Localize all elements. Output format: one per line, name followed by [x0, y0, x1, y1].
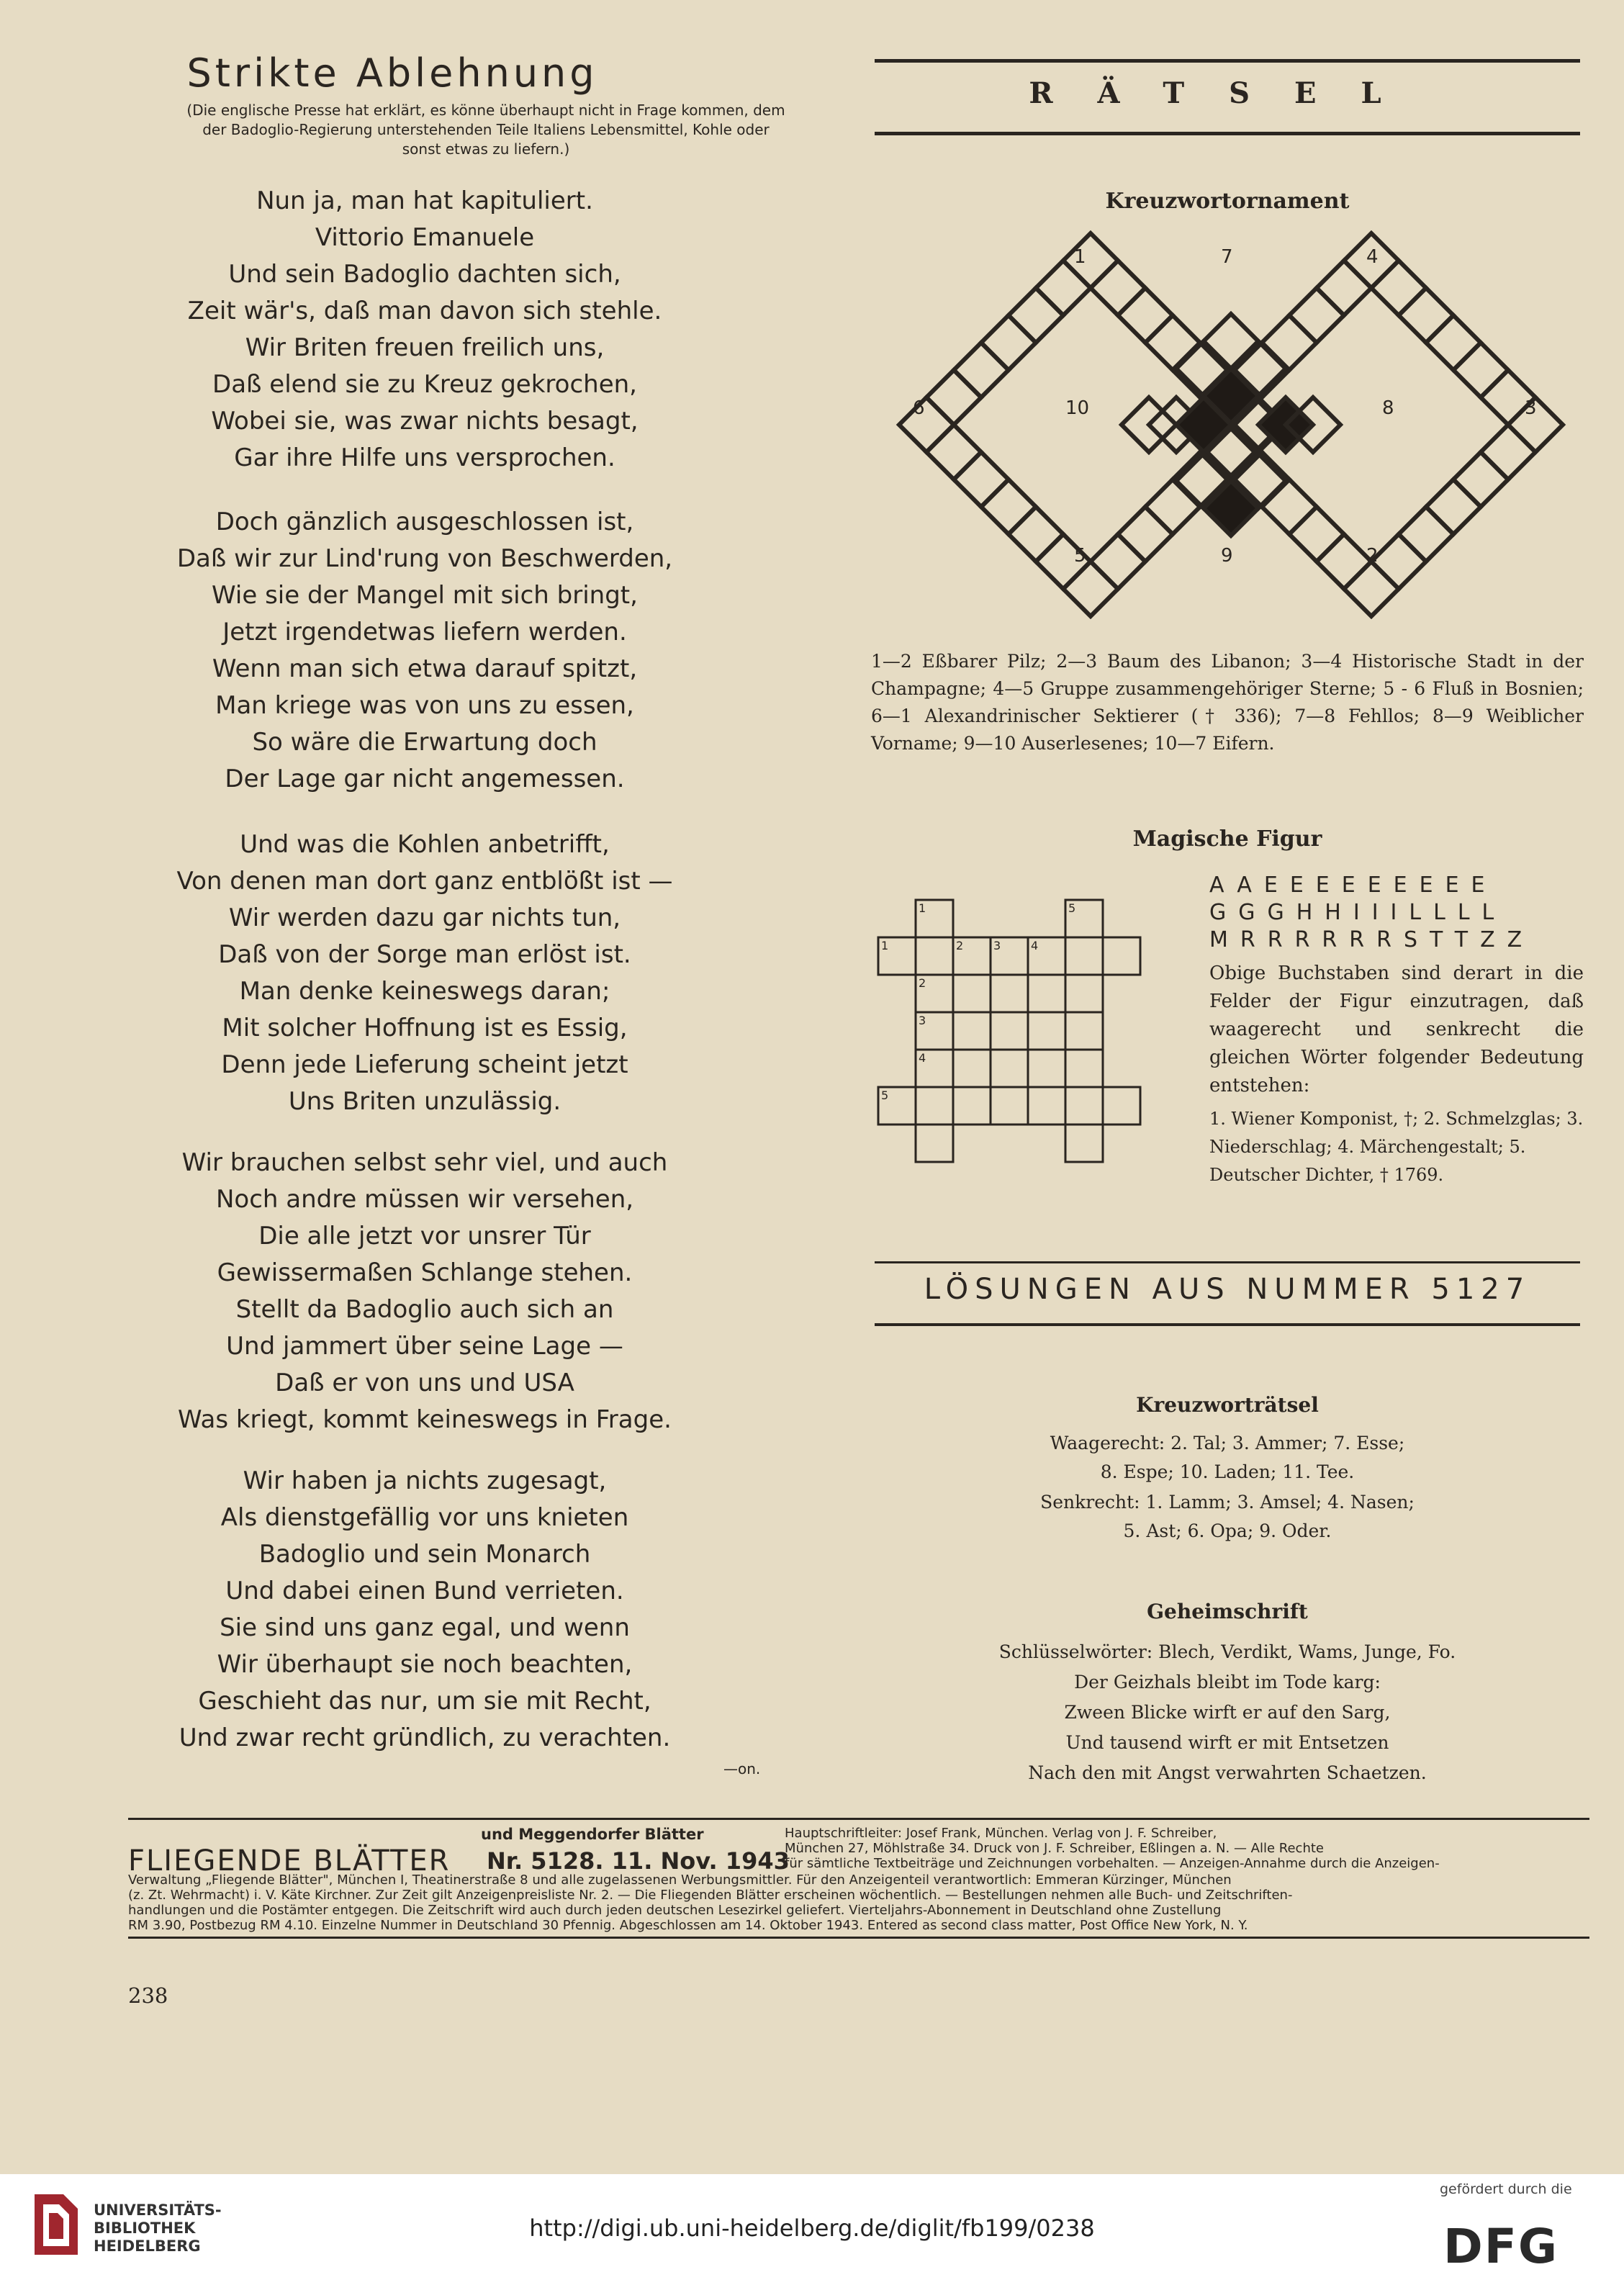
grid-cell — [1289, 507, 1344, 562]
grid-cell — [1009, 507, 1063, 562]
solution-line: Senkrecht: 1. Lamm; 3. Amsel; 4. Nasen; — [1040, 1492, 1415, 1513]
grid-cell — [953, 975, 991, 1012]
magic-figure-description: Obige Buchstaben sind derart in die Felder der Figur einzutragen, daß waagerecht und senkrecht die gleichen Wörter folgender Bedeutung entstehen: — [1209, 963, 1584, 1096]
solution-line: Waagerecht: 2. Tal; 3. Ammer; 7. Esse; — [1050, 1433, 1405, 1454]
grid-cell — [1317, 261, 1371, 315]
grid-cell — [1453, 343, 1508, 397]
footer-rule-top — [128, 1818, 1589, 1820]
poem-line: Vittorio Emanuele — [315, 223, 535, 252]
magic-letter-row: GGGHHIIILLLL — [1209, 900, 1507, 925]
poem-subtitle — [122, 101, 849, 159]
poem-line: Daß elend sie zu Kreuz gekrochen, — [212, 370, 637, 399]
poem-title: Strikte Ablehnung — [186, 50, 598, 96]
imprint-line: handlungen und die Postämter entgegen. Die Zeitschrift wird auch durch jeden deutschen Lesezirkel geliefert. Vierteljahrs-Abonnement in Deutschland ohne Zustellung — [128, 1903, 1222, 1918]
poem-line: Sie sind uns ganz egal, und wenn — [220, 1613, 630, 1642]
library-name-line: HEIDELBERG — [94, 2237, 201, 2255]
poem-line: Als dienstgefällig vor uns knieten — [220, 1503, 629, 1532]
grid-number: 6 — [913, 397, 925, 419]
grid-cell — [1317, 534, 1371, 589]
grid-number: 4 — [1031, 939, 1039, 952]
grid-cell — [926, 425, 981, 479]
magic-letter-row: MRRRRRRSTTZZ — [1209, 927, 1535, 952]
poem-line: Gar ihre Hilfe uns versprochen. — [234, 443, 615, 472]
grid-cell — [899, 397, 954, 452]
grid-cell — [991, 1087, 1028, 1125]
grid-cell — [1118, 288, 1173, 343]
grid-cell — [1065, 1050, 1103, 1087]
solution-line: Zween Blicke wirft er auf den Sarg, — [1064, 1702, 1391, 1723]
poem-line: Wir werden dazu gar nichts tun, — [228, 903, 621, 932]
grid-number: 1 — [881, 939, 889, 952]
poem-line: Man kriege was von uns zu essen, — [215, 691, 634, 720]
poem-line: Denn jede Lieferung scheint jetzt — [221, 1050, 628, 1079]
grid-cell — [991, 975, 1028, 1012]
poem-line: Und sein Badoglio dachten sich, — [228, 260, 621, 289]
poem-line: Wir Briten freuen freilich uns, — [245, 333, 605, 362]
poem-line: Geschieht das nur, um sie mit Recht, — [198, 1687, 651, 1716]
imprint-line: Verwaltung „Fliegende Blätter", München I, Theatinerstraße 8 und alle zugelassenen Werbungsmittler. Für den Anzeigenteil verantwortlich: Emmeran Kürzinger, München — [128, 1872, 1232, 1888]
grid-cell — [1371, 534, 1426, 589]
grid-cell — [1399, 507, 1453, 562]
poem-line: Von denen man dort ganz entblößt ist — — [176, 867, 673, 896]
imprint-full — [128, 1872, 1292, 1933]
grid-number: 2 — [956, 939, 964, 952]
grid-cell — [1118, 507, 1173, 562]
solution-crossword-title: Kreuzworträtsel — [1136, 1393, 1319, 1417]
library-name-line: UNIVERSITÄTS- — [94, 2201, 222, 2219]
solution-line: Der Geizhals bleibt im Tode karg: — [1074, 1672, 1381, 1693]
grid-cell — [1063, 562, 1118, 616]
grid-cell — [1344, 562, 1399, 616]
grid-cell — [1065, 1125, 1103, 1162]
solution-line: 8. Espe; 10. Laden; 11. Tee. — [1100, 1461, 1355, 1482]
source-url-link[interactable]: http://digi.ub.uni-heidelberg.de/diglit/fb199/0238 — [529, 2214, 1095, 2242]
poem-line: Der Lage gar nicht angemessen. — [225, 765, 625, 793]
grid-number: 9 — [1221, 545, 1233, 567]
grid-cell — [1065, 975, 1103, 1012]
grid-number: 5 — [1068, 901, 1076, 915]
footer-rule-bottom — [128, 1937, 1589, 1939]
solution-line: Schlüsselwörter: Blech, Verdikt, Wams, Junge, Fo. — [998, 1641, 1456, 1662]
magic-figure-title: Magische Figur — [1132, 826, 1322, 852]
grid-cell — [1371, 261, 1426, 315]
grid-cell — [916, 1087, 953, 1125]
header-rule-bottom — [875, 132, 1580, 135]
grid-cell — [953, 1087, 991, 1125]
poem-line: Jetzt irgendetwas liefern werden. — [222, 618, 627, 646]
header-rule-top — [875, 59, 1580, 63]
grid-cell — [916, 1125, 953, 1162]
grid-cell — [1065, 1012, 1103, 1050]
grid-cell — [1103, 937, 1140, 975]
imprint-line: RM 3.90, Postbezug RM 4.10. Einzelne Nummer in Deutschland 30 Pfennig. Abgeschlossen am 14. Oktober 1943. Entered as second class matter, Post Office New York, N. Y. — [128, 1918, 1248, 1933]
magic-figure-grid — [871, 893, 1159, 1173]
poem-stanza — [144, 183, 705, 477]
poem-line: Daß wir zur Lind'rung von Beschwerden, — [176, 544, 673, 573]
grid-number: 10 — [1065, 397, 1090, 419]
poem-signature: —on. — [723, 1760, 761, 1777]
magazine-subtitle: und Meggendorfer Blätter — [481, 1826, 704, 1843]
magic-letter-row: AAEEEEEEEEE — [1209, 873, 1497, 898]
poem-line: Und jammert über seine Lage — — [226, 1332, 623, 1361]
grid-cell — [991, 1050, 1028, 1087]
poem-line: Was kriegt, kommt keineswegs in Frage. — [178, 1405, 672, 1434]
poem-line: Man denke keineswegs daran; — [239, 977, 610, 1006]
grid-number: 1 — [919, 901, 926, 915]
page-number: 238 — [128, 1983, 168, 2008]
grid-cell — [954, 343, 1009, 397]
grid-number: 2 — [919, 976, 926, 990]
poem-line: Uns Briten unzulässig. — [288, 1087, 561, 1116]
poem-line: Gewissermaßen Schlange stehen. — [217, 1258, 633, 1287]
grid-cell — [1091, 261, 1145, 315]
solutions-rule-bottom — [875, 1323, 1580, 1326]
grid-cell — [1063, 233, 1118, 288]
grid-cell — [1453, 452, 1508, 507]
grid-cell — [1145, 479, 1200, 534]
grid-cell — [1028, 1087, 1065, 1125]
grid-cell — [1028, 975, 1065, 1012]
grid-cell — [1028, 1050, 1065, 1087]
issue-number: Nr. 5128. 11. Nov. 1943 — [487, 1847, 790, 1875]
poem-line: Wir überhaupt sie noch beachten, — [217, 1650, 633, 1679]
grid-cell — [926, 370, 981, 425]
grid-number: 7 — [1221, 246, 1233, 268]
crossword-ornament-title: Kreuzwortornament — [1105, 189, 1350, 214]
poem-line: Mit solcher Hoffnung ist es Essig, — [222, 1014, 628, 1042]
poem-line: Zeit wär's, daß man davon sich stehle. — [187, 297, 662, 325]
filled-cell — [1204, 481, 1258, 536]
magic-figure-clues: 1. Wiener Komponist, †; 2. Schmelzglas; 3. Niederschlag; 4. Märchengestalt; 5. Deutscher Dichter, † 1769. — [1209, 1109, 1584, 1185]
grid-cell — [916, 937, 953, 975]
funding-label: gefördert durch die — [1440, 2181, 1572, 2197]
grid-number: 2 — [1366, 545, 1379, 567]
grid-cell — [1036, 261, 1091, 315]
imprint-line: (z. Zt. Wehrmacht) i. V. Käte Kirchner. Zur Zeit gilt Anzeigenpreisliste Nr. 2. — Die Fliegenden Blätter erscheinen wöchentlich. — Bestellungen nehmen alle Buch- und Zeitschriften- — [128, 1888, 1293, 1903]
imprint-line: Hauptschriftleiter: Josef Frank, München. Verlag von J. F. Schreiber, — [785, 1826, 1217, 1841]
solutions-rule-top — [875, 1261, 1580, 1263]
poem-line: Und was die Kohlen anbetrifft, — [240, 830, 610, 859]
grid-number: 5 — [881, 1089, 889, 1102]
poem-line: Die alle jetzt vor unsrer Tür — [258, 1222, 591, 1250]
grid-cell — [953, 1012, 991, 1050]
poem-line: Nun ja, man hat kapituliert. — [256, 186, 593, 215]
poem-line: Stellt da Badoglio auch sich an — [235, 1295, 614, 1324]
solution-cipher-title: Geheimschrift — [1147, 1600, 1308, 1623]
grid-number: 3 — [1525, 397, 1537, 419]
poem-line: Badoglio und sein Monarch — [258, 1540, 591, 1569]
grid-number: 4 — [1366, 246, 1379, 268]
grid-cell — [954, 452, 1009, 507]
dfg-logo: DFG — [1443, 2219, 1559, 2274]
grid-cell — [1481, 425, 1535, 479]
solution-line: Nach den mit Angst verwahrten Schaetzen. — [1028, 1762, 1427, 1783]
grid-cell — [1028, 1012, 1065, 1050]
imprint-line: für sämtliche Textbeiträge und Zeichnungen vorbehalten. — Anzeigen-Annahme durch die Anzeigen- — [785, 1856, 1440, 1871]
poem-line: So wäre die Erwartung doch — [252, 728, 597, 757]
poem-line: Wie sie der Mangel mit sich bringt, — [212, 581, 638, 610]
poem-line: Wir haben ja nichts zugesagt, — [243, 1466, 607, 1495]
grid-number: 4 — [919, 1051, 926, 1065]
grid-cell — [981, 479, 1036, 534]
poem-line: Daß er von uns und USA — [275, 1369, 574, 1397]
grid-cell — [1065, 937, 1103, 975]
poem-line: Daß von der Sorge man erlöst ist. — [218, 940, 631, 969]
grid-number: 5 — [1074, 545, 1086, 567]
poem-line: Und dabei einen Bund verrieten. — [225, 1577, 624, 1605]
grid-cell — [1399, 288, 1453, 343]
grid-cell — [1103, 1087, 1140, 1125]
grid-cell — [1145, 315, 1200, 370]
poem-subtitle-line: (Die englische Presse hat erklärt, es könne überhaupt nicht in Frage kommen, dem — [186, 102, 785, 119]
crossword-ornament-grid — [885, 230, 1576, 619]
poem-line: Wir brauchen selbst sehr viel, und auch — [181, 1148, 668, 1177]
grid-cell — [953, 1050, 991, 1087]
grid-number: 3 — [919, 1014, 926, 1027]
grid-number: 8 — [1382, 397, 1394, 419]
poem-line: Und zwar recht gründlich, zu verachten. — [179, 1723, 671, 1752]
grid-cell — [1426, 479, 1481, 534]
grid-cell — [1065, 1087, 1103, 1125]
grid-cell — [1091, 534, 1145, 589]
imprint-right — [785, 1826, 1440, 1871]
poem-line: Wenn man sich etwa darauf spitzt, — [212, 654, 638, 683]
grid-cell — [1262, 479, 1317, 534]
poem-line: Doch gänzlich ausgeschlossen ist, — [215, 508, 634, 536]
poem-line: Wobei sie, was zwar nichts besagt, — [211, 407, 639, 436]
solution-line: Und tausend wirft er mit Entsetzen — [1065, 1732, 1389, 1753]
poem-stanza — [144, 1463, 705, 1757]
imprint-line: München 27, Möhlstraße 34. Druck von J. F. Schreiber, Eßlingen a. N. — Alle Rechte — [785, 1841, 1324, 1856]
grid-number: 1 — [1074, 246, 1086, 268]
poem-line: Noch andre müssen wir versehen, — [215, 1185, 634, 1214]
grid-cell — [1009, 288, 1063, 343]
poem-stanza — [144, 826, 705, 1120]
library-name-line: BIBLIOTHEK — [94, 2219, 196, 2237]
grid-cell — [981, 315, 1036, 370]
grid-cell — [1262, 315, 1317, 370]
raetsel-header: RÄTSEL — [1029, 76, 1426, 110]
magazine-title: FLIEGENDE BLÄTTER — [128, 1844, 451, 1878]
grid-cell — [1204, 314, 1258, 369]
grid-number: 3 — [993, 939, 1001, 952]
poem-stanza — [144, 504, 705, 798]
crossword-clues: 1—2 Eßbarer Pilz; 2—3 Baum des Libanon; 3—4 Historische Stadt in der Champagne; 4—5 Gruppe zusammengehöriger Sterne; 5 - 6 Fluß in Bosnien; 6—1 Alexandrinischer Sektierer († 336); 7—8 Fehllos; 8—9 Weiblicher Vorname; 9—10 Auserlesenes; 10—7 Eifern. — [871, 651, 1584, 754]
poem-subtitle-line: der Badoglio-Regierung unterstehenden Teile Italiens Lebensmittel, Kohle oder — [202, 121, 770, 138]
solution-line: 5. Ast; 6. Opa; 9. Oder. — [1123, 1520, 1332, 1541]
poem-subtitle-line: sonst etwas zu liefern.) — [402, 140, 570, 158]
solutions-header: LÖSUNGEN AUS NUMMER 5127 — [924, 1273, 1531, 1306]
grid-cell — [991, 1012, 1028, 1050]
grid-cell — [1426, 315, 1481, 370]
grid-cell — [1289, 288, 1344, 343]
poem-stanza — [144, 1145, 705, 1438]
